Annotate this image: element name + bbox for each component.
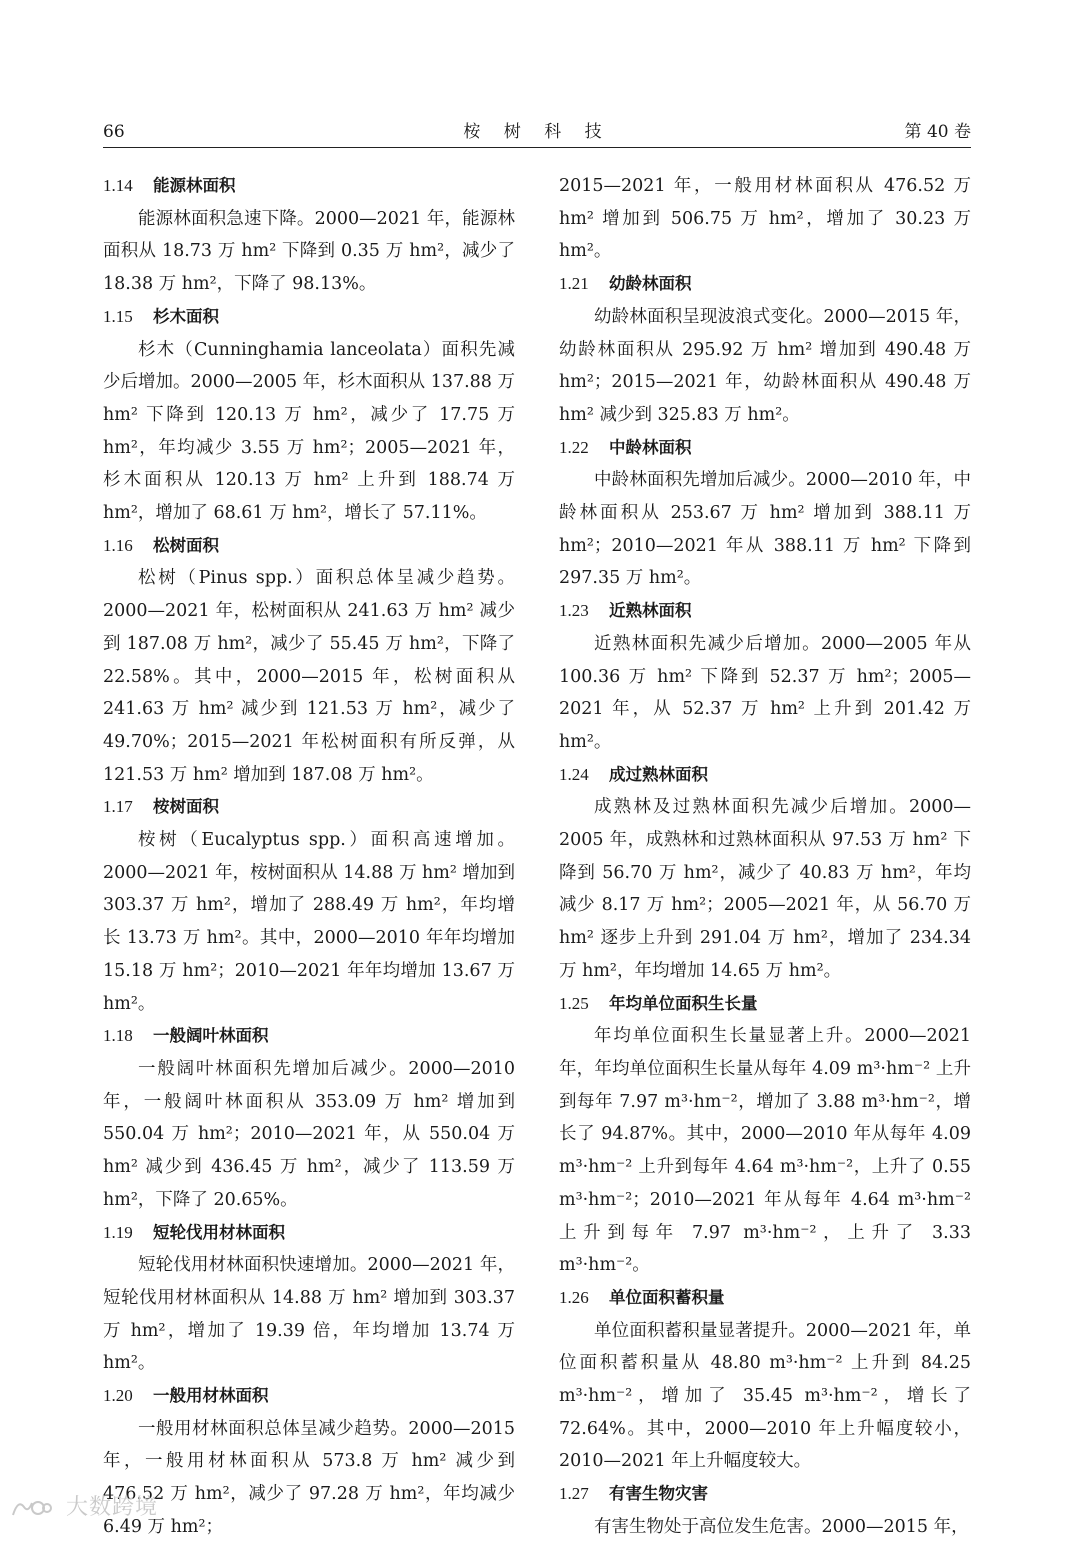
section-title: 短轮伐用材林面积 <box>153 1222 285 1242</box>
journal-title: 桉 树 科 技 <box>463 122 611 142</box>
section-number: 1.17 <box>103 797 133 817</box>
section-number: 1.22 <box>559 437 589 457</box>
body-paragraph: 成熟林及过熟林面积先减少后增加。2000—2005 年，成熟林和过熟林面积从 97.53 万 hm² 下降到 56.70 万 hm²，减少了 40.83 万 hm²，年均减少 8.17 万 hm²；2005—2021 年，从 56.70 万 hm² 逐步上升到 291.04 万 hm²，增加了 234.34 万 hm²，年均增加 14.65 万 hm²。 <box>559 797 971 981</box>
body-paragraph: 松树（Pinus spp.）面积总体呈减少趋势。2000—2021 年，松树面积从 241.63 万 hm² 减少到 187.08 万 hm²，减少了 55.45 万 hm²，下降了 22.58%。其中，2000—2015 年，松树面积从 241.63 万 hm² 减少到 121.53 万 hm²，减少了 49.70%；2015—2021 年松树面积有所反弹，从 121.53 万 hm² 增加到 187.08 万 hm²。 <box>103 568 515 785</box>
section-heading <box>103 170 515 203</box>
section-number: 1.26 <box>559 1287 589 1307</box>
section-title: 中龄林面积 <box>609 437 692 457</box>
body-paragraph: 单位面积蓄积量显著提升。2000—2021 年，单位面积蓄积量从 48.80 m³·hm⁻² 上升到 84.25 m³·hm⁻²，增加了 35.45 m³·hm⁻²，增长了 72.64%。其中，2000—2010 年上升幅度较小，2010—2021 年上升幅度较大。 <box>559 1320 971 1472</box>
section-number: 1.19 <box>103 1222 133 1242</box>
section-title: 桉树面积 <box>153 797 219 817</box>
section-number: 1.20 <box>103 1386 133 1406</box>
section-heading <box>559 759 971 792</box>
body-paragraph: 幼龄林面积呈现波浪式变化。2000—2015 年，幼龄林面积从 295.92 万 hm² 增加到 490.48 万 hm²；2015—2021 年，幼龄林面积从 490.48 万 hm² 减少到 325.83 万 hm²。 <box>559 306 971 425</box>
section-heading <box>103 1217 515 1250</box>
section-title: 有害生物灾害 <box>609 1484 708 1504</box>
body-paragraph: 杉木（Cunninghamia lanceolata）面积先减少后增加。2000—2005 年，杉木面积从 137.88 万 hm² 下降到 120.13 万 hm²，减少了 17.75 万 hm²，年均减少 3.55 万 hm²；2005—2021 年，杉木面积从 120.13 万 hm² 上升到 188.74 万 hm²，增加了 68.61 万 hm²，增长了 57.11%。 <box>103 339 515 524</box>
section-title: 幼龄林面积 <box>609 274 692 294</box>
section-title: 一般用材林面积 <box>153 1386 269 1406</box>
section-number: 1.23 <box>559 601 589 621</box>
body-paragraph: 中龄林面积先增加后减少。2000—2010 年，中龄林面积从 253.67 万 hm² 增加到 388.11 万 hm²；2010—2021 年从 388.11 万 hm² 下降到 297.35 万 hm²。 <box>559 470 971 589</box>
section-number: 1.15 <box>103 306 133 326</box>
section-title: 近熟林面积 <box>609 601 692 621</box>
section-heading <box>103 301 515 334</box>
page-number: 66 <box>103 122 125 142</box>
section-number: 1.24 <box>559 764 589 784</box>
section-heading <box>103 530 515 563</box>
body-paragraph: 短轮伐用材林面积快速增加。2000—2021 年，短轮伐用材林面积从 14.88 万 hm² 增加到 303.37 万 hm²，增加了 19.39 倍，年均增加 13.74 万 hm²。 <box>103 1255 515 1374</box>
section-heading <box>559 988 971 1021</box>
section-heading <box>559 595 971 628</box>
running-header <box>103 120 971 148</box>
section-title: 单位面积蓄积量 <box>609 1287 725 1307</box>
section-heading <box>103 1380 515 1413</box>
section-number: 1.21 <box>559 274 589 294</box>
section-title: 能源林面积 <box>153 176 236 195</box>
section-number: 1.14 <box>103 176 133 195</box>
left-column <box>103 170 515 1544</box>
body-paragraph: 近熟林面积先减少后增加。2000—2005 年从 100.36 万 hm² 下降到 52.37 万 hm²；2005—2021 年，从 52.37 万 hm² 上升到 201.42 万 hm²。 <box>559 633 971 752</box>
body-paragraph: 能源林面积急速下降。2000—2021 年，能源林面积从 18.73 万 hm² 下降到 0.35 万 hm²，减少了 18.38 万 hm²，下降了 98.13%。 <box>103 208 515 295</box>
section-heading <box>559 1478 971 1511</box>
volume-label: 第 40 卷 <box>904 122 971 142</box>
watermark-logo-icon <box>10 1497 52 1519</box>
body-paragraph: 一般阔叶林面积先增加后减少。2000—2010 年，一般阔叶林面积从 353.09 万 hm² 增加到 550.04 万 hm²；2010—2021 年，从 550.04 万 hm² 减少到 436.45 万 hm²，减少了 113.59 万 hm²，下降了 20.65%。 <box>103 1058 515 1210</box>
section-title: 松树面积 <box>153 535 219 555</box>
section-title: 成过熟林面积 <box>609 764 708 784</box>
section-heading <box>103 1020 515 1053</box>
watermark-text: 大数跨境 <box>66 1495 159 1520</box>
right-column <box>559 170 971 1544</box>
section-number: 1.16 <box>103 535 133 555</box>
section-number: 1.25 <box>559 993 589 1013</box>
header-rule <box>103 147 971 148</box>
watermark <box>10 1490 158 1521</box>
body-paragraph: 一般用材林面积总体呈减少趋势。2000—2015 年，一般用材林面积从 573.8 万 hm² 减少到 476.52 万 hm²，减少了 97.28 万 hm²，年均减少 6.49 万 hm²； <box>103 1418 515 1537</box>
section-title: 年均单位面积生长量 <box>609 993 758 1013</box>
section-heading <box>103 791 515 824</box>
section-heading <box>559 1282 971 1315</box>
body-paragraph: 桉树（Eucalyptus spp.）面积高速增加。2000—2021 年，桉树面积从 14.88 万 hm² 增加到 303.37 万 hm²，增加了 288.49 万 hm²，年均增长 13.73 万 hm²。其中，2000—2010 年年均增加 15.18 万 hm²；2010—2021 年年均增加 13.67 万 hm²。 <box>103 830 515 1014</box>
section-title: 杉木面积 <box>153 306 219 326</box>
section-heading <box>559 432 971 465</box>
body-paragraph: 2015—2021 年，一般用材林面积从 476.52 万 hm² 增加到 506.75 万 hm²，增加了 30.23 万 hm²。 <box>559 176 971 262</box>
section-title: 一般阔叶林面积 <box>153 1026 269 1046</box>
section-number: 1.27 <box>559 1484 589 1504</box>
body-paragraph: 年均单位面积生长量显著上升。2000—2021 年，年均单位面积生长量从每年 4.09 m³·hm⁻² 上升到每年 7.97 m³·hm⁻²，增加了 3.88 m³·hm⁻²，增长了 94.87%。其中，2000—2010 年从每年 4.09 m³·hm⁻² 上升到每年 4.64 m³·hm⁻²，上升了 0.55 m³·hm⁻²；2010—2021 年从每年 4.64 m³·hm⁻² 上升到每年 7.97 m³·hm⁻²，上升了 3.33 m³·hm⁻²。 <box>559 1026 971 1276</box>
body-paragraph: 有害生物处于高位发生危害。2000—2015 年， <box>594 1516 969 1537</box>
section-number: 1.18 <box>103 1026 133 1046</box>
section-heading <box>559 268 971 301</box>
